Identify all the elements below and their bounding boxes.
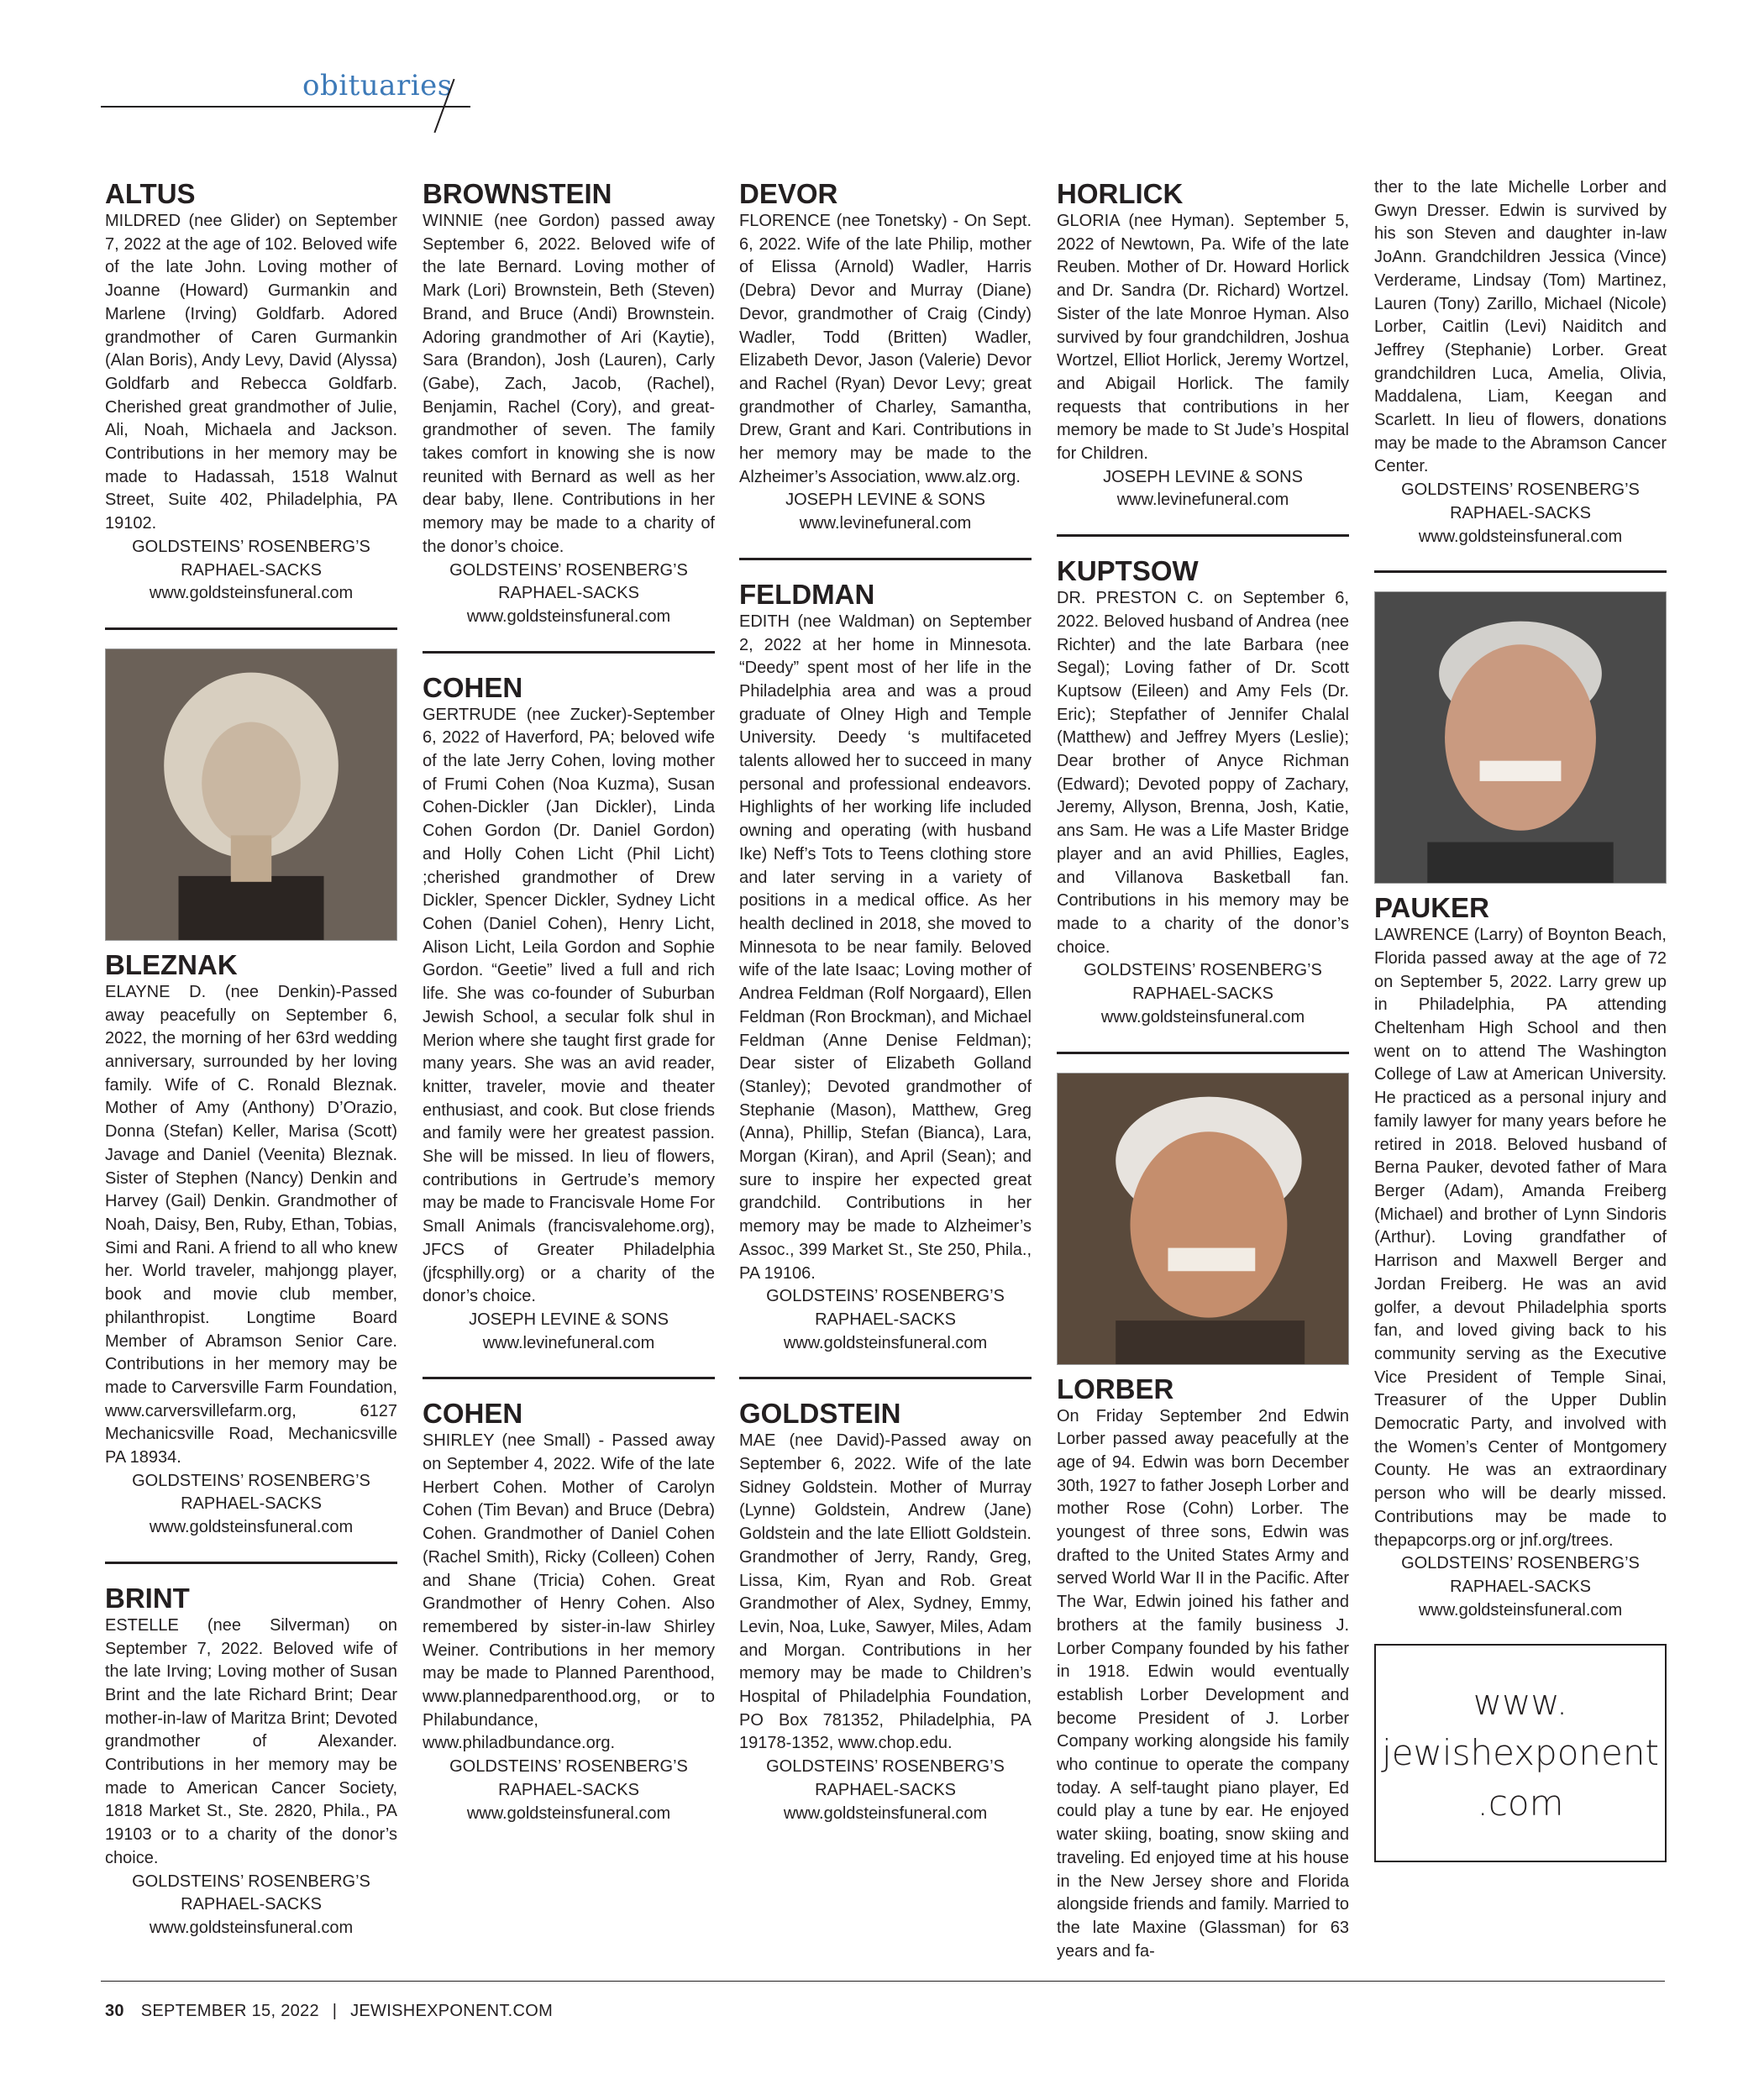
obituary-name: ALTUS [105, 178, 196, 209]
divider [739, 558, 1032, 560]
portrait-icon [1375, 592, 1666, 883]
funeral-home-url: www.goldsteinsfuneral.com [1100, 1007, 1305, 1026]
footer-separator: | [332, 2002, 338, 2020]
funeral-home: GOLDSTEINS’ ROSENBERG’S [766, 1287, 1005, 1306]
obituary-kuptsow [1057, 555, 1349, 1029]
funeral-home-url: www.goldsteinsfuneral.com [149, 1918, 354, 1937]
divider [1374, 570, 1667, 573]
obituary-lorber [1057, 1073, 1349, 1964]
obituary-lorber-continued [1374, 176, 1667, 549]
section-header [101, 59, 487, 134]
obituary-name: DEVOR [739, 178, 838, 209]
divider [1057, 534, 1349, 537]
funeral-home: GOLDSTEINS’ ROSENBERG’S [766, 1757, 1005, 1777]
section-title: obituaries [302, 69, 453, 102]
page-footer [105, 2002, 553, 2021]
funeral-home-url: www.goldsteinsfuneral.com [149, 584, 354, 603]
pauker-photo [1374, 591, 1667, 884]
obituary-body: GLORIA (nee Hyman). September 5, 2022 of Newtown, Pa. Wife of the late Reuben. Mother of Dr. Howard Horlick and Dr. Sandra (Dr. Richard) Wortzel. Sister of the late Monroe Hyman. Also survived by four grandchildren, Joshua Wortzel, Elliot Horlick, Jeremy Wortzel, and Abigail Horlick. The family requests that contributions in her memory be made to St Jude’s Hospital for Children. [1057, 212, 1349, 464]
obituary-goldstein [739, 1398, 1032, 1825]
obituary-feldman [739, 579, 1032, 1356]
obituary-body: EDITH (nee Waldman) on September 2, 2022 at her home in Minnesota. “Deedy” spent most of her life in the Philadelphia area and was a proud graduate of Olney High and Temple University. Deedy ‘s multifaceted talents allowed her to succeed in many personal and professional endeavors. Highlights of her working life included owning and operating (with husband Ike) Neff’s Tots to Teens clothing store and later serving in a variety of positions in a medical office. As her health declined in 2018, she moved to Minnesota to be near family. Beloved wife of the late Isaac; Loving mother of Andrea Feldman (Rolf Norgaard), Ellen Feldman (Ron Brockman), and Michael Feldman (Anne Denise Feldman); Dear sister of Elizabeth Golland (Stanley); Devoted grandmother of Stephanie (Mason), Matthew, Greg (Anna), Phillip, Stefan (Bianca), Lara, Morgan (Kiran), and April (Sean); and sure to inspire her expected great grandchild. Contributions in her memory may be made to Alzheimer’s Assoc., 399 Market St., Ste 250, Phila., PA 19106. [739, 612, 1032, 1283]
footer-rule [101, 1981, 1665, 1982]
obituary-devor [739, 178, 1032, 536]
funeral-home: GOLDSTEINS’ ROSENBERG’S [132, 1872, 370, 1891]
divider [1057, 1052, 1349, 1054]
obituary-brint [105, 1583, 397, 1940]
website-box [1374, 1644, 1667, 1862]
obituary-body: LAWRENCE (Larry) of Boynton Beach, Florida passed away at the age of 72 on September 5, 2022. Larry grew up in Philadelphia, PA attending Cheltenham High School and then went on to attend The Washington College of Law at American University. He practiced as a personal injury and family lawyer for many years before he retired in 2018. Beloved husband of Berna Pauker, devoted father of Mara Berger (Adam), Amanda Freiberg (Michael) and brother of Lynn Sindoris (Arthur). Loving grandfather of Harrison and Maxwell Berger and Jordan Freiberg. He was an avid golfer, a devout Philadelphia sports fan, and loved giving back to his community serving as the Executive Vice President of Temple Sinai, Treasurer of the Upper Dublin Democratic Party, and involved with the Women’s Center of Montgomery County. He was an extraordinary person who will be dearly missed. Contributions may be made to thepapcorps.org or jnf.org/trees. [1374, 926, 1667, 1550]
issue-date: SEPTEMBER 15, 2022 [140, 2002, 319, 2020]
footer-site: JEWISHEXPONENT.COM [350, 2002, 554, 2020]
funeral-home: RAPHAEL-SACKS [815, 1780, 956, 1799]
funeral-home: JOSEPH LEVINE & SONS [469, 1310, 669, 1329]
obituary-bleznak [105, 648, 397, 1540]
obituary-name: COHEN [423, 671, 523, 703]
obituary-name: BLEZNAK [105, 948, 238, 980]
portrait-icon [1058, 1074, 1348, 1364]
funeral-home-url: www.levinefuneral.com [799, 514, 972, 533]
obituary-body: On Friday September 2nd Edwin Lorber passed away peacefully at the age of 94. Edwin was born December 30th, 1927 to father Joseph Lorber and mother Rose (Cohn) Lorber. The youngest of three sons, Edwin was drafted to the United States Army and served World War II in the Pacific. After The War, Edwin joined his father and brothers at the family business J. Lorber Company founded by his father in 1918. Edwin would eventually establish Lorber Development and become President of J. Lorber Company working alongside his family who continue to operate the company today. A self-taught piano player, Ed could play a tune by ear. He enjoyed water skiing, boating, snow skiing and traveling. Ed enjoyed time at his house in the New Jersey shore and Florida alongside friends and family. Married to the late Maxine (Glassman) for 63 years and fa- [1057, 1406, 1349, 1961]
funeral-home-url: www.goldsteinsfuneral.com [1418, 527, 1623, 546]
lorber-photo [1057, 1073, 1349, 1365]
obituary-body: GERTRUDE (nee Zucker)-September 6, 2022 of Haverford, PA; beloved wife of the late Jerry Cohen, loving mother of Frumi Cohen (Noa Kuzma), Susan Cohen-Dickler (Jan Dickler), Linda Cohen Gordon (Dr. Daniel Gordon) and Holly Cohen Licht (Phil Licht) ;cherished grandmother of Drew Dickler, Spencer Dickler, Sydney Licht Cohen (Daniel Cohen), Henry Licht, Alison Licht, Leila Gordon and Sophie Gordon. “Geetie” lived a full and rich life. She was co-founder of Suburban Jewish School, a secular folk shul in Merion where she taught first grade for many years. She was an avid reader, knitter, traveler, movie and theater enthusiast, and cook. But close friends and family were her greatest passion. She will be missed. In lieu of flowers, contributions in Gertrude’s memory may be made to Francisvale Home For Small Animals (francisvalehome.org), JFCS of Greater Philadelphia (jfcsphilly.org) or a charity of the donor’s choice. [423, 705, 715, 1306]
divider [423, 651, 715, 654]
obituary-name: BROWNSTEIN [423, 178, 612, 209]
obituary-body: MAE (nee David)-Passed away on September 6, 2022. Wife of the late Sidney Goldstein. Mother of Murray (Lynne) Goldstein, Andrew (Jane) Goldstein and the late Elliott Goldstein. Grandmother of Jerry, Randy, Greg, Lissa, Kim, Ryan and Rob. Great Grandmother of Alex, Sydney, Emmy, Levin, Noa, Luke, Sawyer, Miles, Adam and Morgan. Contributions in her memory may be made to Children’s Hospital of Philadelphia Foundation, PO Box 781352, Philadelphia, PA 19178-1352, www.chop.edu. [739, 1431, 1032, 1753]
website-line: www. [1473, 1682, 1568, 1724]
funeral-home: JOSEPH LEVINE & SONS [785, 491, 985, 510]
obituary-body: ELAYNE D. (nee Denkin)-Passed away peacefully on September 6, 2022, the morning of her 63rd wedding anniversary, surrounded by her loving family. Wife of C. Ronald Bleznak. Mother of Amy (Anthony) D’Orazio, Donna (Stefan) Keller, Marisa (Scott) Javage and Daniel (Veenita) Bleznak. Sister of Stephen (Nancy) Denkin and Harvey (Gail) Denkin. Grandmother of Noah, Daisy, Ben, Ruby, Ethan, Tobias, Simi and Rani. A friend to all who knew her. World traveler, mahjongg player, book and movie club member, philanthropist. Longtime Board Member of Abramson Senior Care. Contributions in her memory may be made to Carversville Farm Foundation, www.carversvillefarm.org, 6127 Mechanicsville Road, Mechanicsville PA 18934. [105, 982, 397, 1467]
obituary-body: FLORENCE (nee Tonetsky) - On Sept. 6, 2022. Wife of the late Philip, mother of Elissa (Arnold) Wadler, Harris (Debra) Devor and Murray (Diane) Devor, grandmother of Craig (Cindy) Wadler, Todd (Britten) Wadler, Elizabeth Devor, Jason (Valerie) Devor and Rachel (Ryan) Devor Levy; great grandmother of Charley, Samantha, Drew, Grant and Kari. Contributions in her memory may be made to the Alzheimer’s Association, www.alz.org. [739, 212, 1032, 486]
funeral-home-url: www.goldsteinsfuneral.com [783, 1333, 988, 1352]
obituary-name: KUPTSOW [1057, 555, 1199, 587]
funeral-home: RAPHAEL-SACKS [1132, 984, 1273, 1004]
funeral-home-url: www.goldsteinsfuneral.com [783, 1803, 988, 1823]
obituary-pauker [1374, 591, 1667, 1622]
divider [739, 1377, 1032, 1379]
bleznak-photo [105, 648, 397, 941]
page-number: 30 [105, 2002, 124, 2020]
column-1 [105, 176, 397, 1940]
funeral-home: RAPHAEL-SACKS [815, 1310, 956, 1329]
funeral-home: RAPHAEL-SACKS [498, 1780, 639, 1799]
header-rule [101, 106, 470, 108]
funeral-home: RAPHAEL-SACKS [181, 1895, 322, 1914]
divider [423, 1377, 715, 1379]
funeral-home: GOLDSTEINS’ ROSENBERG’S [1084, 961, 1322, 980]
obituary-cohen-gertrude [423, 672, 715, 1356]
website-line: jewishexponent [1382, 1732, 1659, 1774]
divider [105, 627, 397, 630]
funeral-home: RAPHAEL-SACKS [181, 1494, 322, 1514]
obituary-cohen-shirley [423, 1398, 715, 1825]
funeral-home: JOSEPH LEVINE & SONS [1103, 467, 1303, 486]
obituary-body: WINNIE (nee Gordon) passed away September 6, 2022. Beloved wife of the late Bernard. Loving mother of Mark (Lori) Brownstein, Beth (Steven) Brand, and Bruce (Andi) Brownstein. Adoring grandmother of Ari (Kaytie), Sara (Brandon), Josh (Lauren), Carly (Gabe), Zach, Jacob, (Rachel), Benjamin, Rachel (Cory), and great-grandmother of seven. The family takes comfort in knowing she is now reunited with Bernard as well as her dear baby, Ilene. Contributions in her memory may be made to a charity of the donor’s choice. [423, 212, 715, 556]
obituary-body: ther to the late Michelle Lorber and Gwyn Dresser. Edwin is survived by his son Steven and daughter in-law JoAnn. Grandchildren Jessica (Vince) Verderame, Lindsay (Tom) Martinez, Lauren (Tony) Zarillo, Michael (Nicole) Lorber, Caitlin (Levi) Naiditch and Jeffrey (Stephanie) Lorber. Great grandchildren Luca, Amelia, Olivia, Maddalena, Liam, Keegan and Scarlett. In lieu of flowers, donations may be made to the Abramson Cancer Center. [1374, 178, 1667, 476]
obituary-body: ESTELLE (nee Silverman) on September 7, 2022. Beloved wife of the late Irving; Loving mother of Susan Brint and the late Richard Brint; Dear mother-in-law of Maritza Brint; Devoted grandmother of Alexander. Contributions in her memory may be made to American Cancer Society, 1818 Market St., Ste. 2820, Phila., PA 19103 or to a charity of the donor’s choice. [105, 1615, 397, 1867]
funeral-home-url: www.goldsteinsfuneral.com [149, 1518, 354, 1537]
portrait-icon [106, 649, 396, 940]
funeral-home-url: www.goldsteinsfuneral.com [1418, 1600, 1623, 1620]
obituary-body: DR. PRESTON C. on September 6, 2022. Beloved husband of Andrea (nee Richter) and the late Barbara (nee Segal); Loving father of Dr. Scott Kuptsow (Eileen) and Amy Fels (Dr. Eric); Stepfather of Jennifer Chalal (Matthew) and Jeffrey Myers (Leslie); Dear brother of Anyce Richman (Edward); Devoted poppy of Zachary, Jeremy, Allyson, Brenna, Josh, Katie, ans Sam. He was a Life Master Bridge player and an avid Phillies, Eagles, and Villanova Basketball fan. Contributions in his memory may be made to a charity of the donor’s choice. [1057, 589, 1349, 957]
funeral-home: GOLDSTEINS’ ROSENBERG’S [132, 537, 370, 556]
divider [105, 1562, 397, 1564]
obituary-name: FELDMAN [739, 578, 875, 610]
obituary-name: GOLDSTEIN [739, 1398, 901, 1430]
funeral-home: RAPHAEL-SACKS [1450, 1577, 1591, 1596]
funeral-home: GOLDSTEINS’ ROSENBERG’S [1401, 1554, 1640, 1573]
funeral-home: RAPHAEL-SACKS [1450, 503, 1591, 522]
column-5 [1374, 176, 1667, 1862]
obituary-name: HORLICK [1057, 178, 1184, 209]
funeral-home: RAPHAEL-SACKS [181, 560, 322, 580]
obituary-name: PAUKER [1374, 892, 1489, 924]
obituary-body: SHIRLEY (nee Small) - Passed away on September 4, 2022. Wife of the late Herbert Cohen. Mother of Carolyn Cohen (Tim Bevan) and Bruce (Debra) Cohen. Grandmother of Daniel Cohen (Rachel Smith), Ricky (Colleen) Cohen and Shane (Tricia) Cohen. Great Grandmother of Henry Cohen. Also remembered by sister-in-law Shirley Weiner. Contributions in her memory may be made to Planned Parenthood, www.plannedparenthood.org, or to Philabundance, www.philadbundance.org. [423, 1431, 715, 1753]
column-3 [739, 176, 1032, 1825]
obituary-name: COHEN [423, 1398, 523, 1430]
funeral-home-url: www.goldsteinsfuneral.com [466, 1803, 671, 1823]
funeral-home-url: www.levinefuneral.com [1116, 491, 1289, 510]
funeral-home-url: www.goldsteinsfuneral.com [466, 606, 671, 626]
obituary-altus [105, 178, 397, 606]
funeral-home: RAPHAEL-SACKS [498, 584, 639, 603]
website-line: .com [1477, 1782, 1564, 1824]
obituary-brownstein [423, 178, 715, 629]
funeral-home: GOLDSTEINS’ ROSENBERG’S [132, 1471, 370, 1490]
obituary-name: LORBER [1057, 1373, 1174, 1404]
column-2 [423, 176, 715, 1825]
obituary-body: MILDRED (nee Glider) on September 7, 2022 at the age of 102. Beloved wife of the late John. Loving mother of Joanne (Howard) Gurmankin and Marlene (Irving) Goldfarb. Adored grandmother of Caren Gurmankin (Alan Boris), Andy Levy, David (Alyssa) Goldfarb and Rebecca Goldfarb. Cherished great grandmother of Julie, Ali, Noah, Michaela and Jackson. Contributions in her memory may be made to Hadassah, 1518 Walnut Street, Suite 402, Philadelphia, PA 19102. [105, 212, 397, 533]
obituary-name: BRINT [105, 1582, 190, 1614]
funeral-home-url: www.levinefuneral.com [482, 1333, 655, 1352]
obituary-horlick [1057, 178, 1349, 512]
column-4 [1057, 176, 1349, 1963]
funeral-home: GOLDSTEINS’ ROSENBERG’S [449, 560, 688, 580]
funeral-home: GOLDSTEINS’ ROSENBERG’S [1401, 480, 1640, 500]
funeral-home: GOLDSTEINS’ ROSENBERG’S [449, 1757, 688, 1777]
